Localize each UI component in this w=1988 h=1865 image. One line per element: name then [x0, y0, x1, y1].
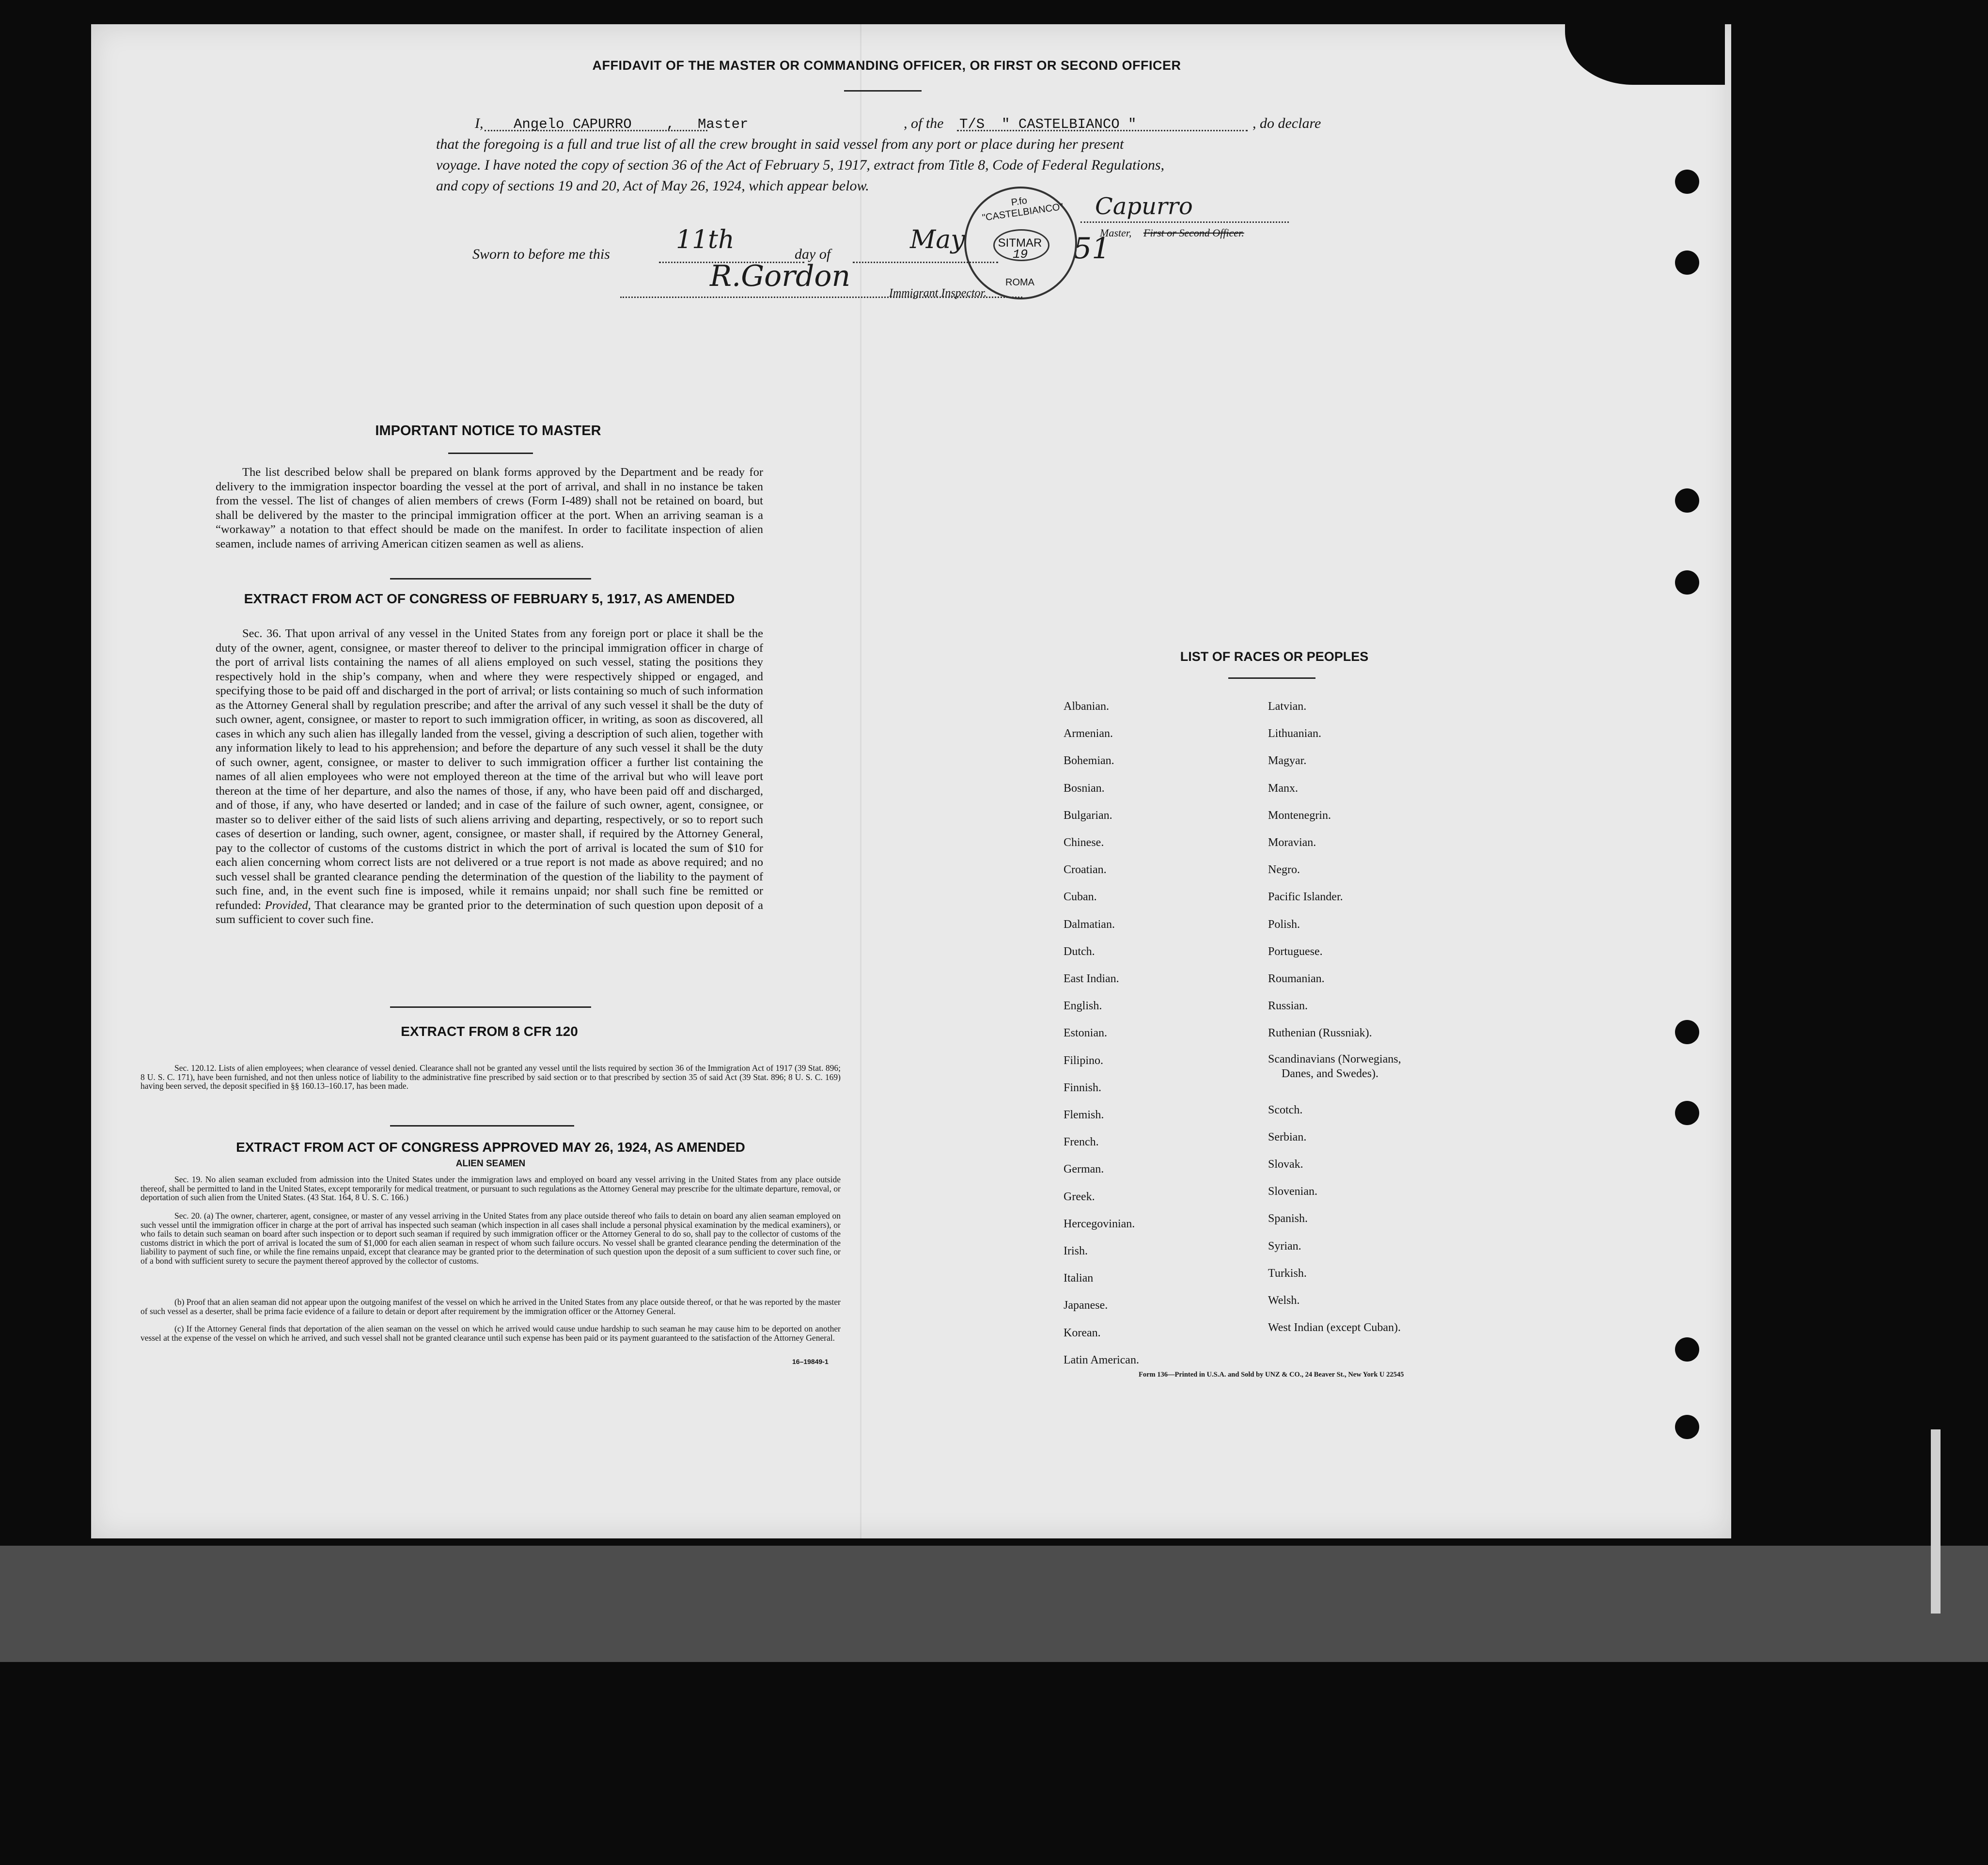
underlying-page-edge — [1931, 1429, 1941, 1614]
extract-cfr-body: Sec. 120.12. Lists of alien employees; when clearance of vessel denied. Clearance shall not be granted any vessel until the lists required by section 36 of the Immigration Act of 1917 (39 Stat. 896; 8 U. S. C. 171), have been furnished, and not then unless notice of liability to the administrative fine prescribed by said section or to that prescribed by section 35 of said Act (39 Stat. 896; 8 U. S. C. 169) having been served, the deposit specified in §§ 160.13–160.17, has been made. — [141, 1063, 841, 1091]
race-item: Croatian. — [1064, 863, 1107, 877]
sec20b-text: (b) Proof that an alien seaman did not appear upon the outgoing manifest of the vessel on which he arrived in the United States from any place outside thereof, or that he was reported by the master of such vessel as a deserter, shall be prima facie evidence of a failure to detain or deport after requirement by the immigration officer or the Attorney General. — [141, 1297, 841, 1316]
stamp-top-text: P.fo "CASTELBIANCO" — [981, 195, 1064, 223]
race-item: Lithuanian. — [1268, 727, 1321, 740]
extract-cfr-divider — [390, 1125, 574, 1127]
scandinavians-line-2: Danes, and Swedes). — [1282, 1067, 1378, 1080]
page-fold — [860, 24, 861, 1538]
race-item: Negro. — [1268, 863, 1300, 877]
damaged-corner — [1565, 0, 1725, 85]
race-item-scandinavians — [1268, 1047, 1401, 1097]
sec36-text-end: That clearance may be granted prior to the determination of such question upon deposit of a sum sufficient to cover such fine. — [216, 898, 763, 926]
form-code: 16–19849-1 — [792, 1358, 829, 1365]
first-second-officer-label: First or Second Officer. — [1143, 227, 1244, 239]
sworn-day: 11th — [676, 225, 735, 254]
race-item: Slovenian. — [1268, 1185, 1317, 1198]
race-item: French. — [1064, 1136, 1099, 1149]
extract-1917-body — [216, 627, 763, 927]
race-item: Spanish. — [1268, 1212, 1308, 1225]
races-right-column — [1268, 693, 1401, 1341]
sec20c-text: (c) If the Attorney General finds that deportation of the alien seaman on the vessel on which he arrived would cause undue hardship to such seaman he may cause him to be deported on another vessel at the expense of the vessel on which he arrived, and such vessel shall not be granted clearance until such expense has been paid or its payment guaranteed to the satisfaction of the Attorney General. — [141, 1324, 841, 1343]
role-comma: , — [666, 116, 675, 132]
races-rule — [1228, 677, 1315, 679]
race-item: Korean. — [1064, 1326, 1101, 1339]
race-item: Syrian. — [1268, 1239, 1301, 1253]
race-item: Latin American. — [1064, 1353, 1139, 1366]
extract-cfr-title: EXTRACT FROM 8 CFR 120 — [401, 1024, 578, 1039]
punch-hole — [1675, 251, 1699, 275]
affidavit-declaration — [436, 113, 1337, 196]
notice-body: The list described below shall be prepared on blank forms approved by the Department and be ready for delivery to the immigration inspector boarding the vessel at the port of arrival, and shall in no instance be taken from the vessel. The list of changes of alien members of crews (Form I-489) shall not be retained on board, but shall be delivered by the master to the principal immigration officer at the port. When an arriving seaman is a “workaway” a notation to that effect should be made on the manifest. In order to facilitate inspection of alien seamen, include names of arriving American citizen seamen as well as aliens. — [216, 466, 763, 550]
race-item: Dutch. — [1064, 945, 1095, 958]
sec19-text: Sec. 19. No alien seaman excluded from admission into the United States under the immigration laws and employed on board any vessel arriving in the United States from any place outside thereof, shall be permitted to land in the United States, except temporarily for medical treatment, or pursuant to such regulations as the Attorney General may prescribe for the ultimate departure, removal, or deportation of such alien from the United States. (43 Stat. 164, 8 U. S. C. 166.) — [141, 1175, 841, 1202]
races-title: LIST OF RACES OR PEOPLES — [1180, 649, 1369, 664]
scandinavians-line-1: Scandinavians (Norwegians, — [1268, 1052, 1401, 1066]
master-name: Angelo CAPURRO — [514, 116, 632, 132]
race-item: Albanian. — [1064, 700, 1109, 713]
race-item: Bulgarian. — [1064, 809, 1112, 822]
sec20a-text: Sec. 20. (a) The owner, charterer, agent, consignee, or master of any vessel arriving in the United States from any place outside thereof who fails to detain on board any alien seaman employed on such vessel until the immigration officer in charge at the port of arrival has inspected such seaman (which inspection in all cases shall include a personal physical examination by the medical examiners), or who fails to detain such seaman on board after such inspection or to deport such seaman if required by such immigration officer or the Attorney General to do so, shall pay to the collector of customs of the customs district in which the port of arrival is located the sum of $1,000 for each alien seaman in respect of whom such failure occurs. No vessel shall be granted clearance pending the determination of the liability to payment of such fine, or while the fine remains unpaid, except that clearance may be granted prior to the determination of such question upon the deposit of a sum sufficient to cover such fine, or of a bond with sufficient surety to secure the payment thereof approved by the collector of customs. — [141, 1211, 841, 1266]
race-item: English. — [1064, 1000, 1102, 1013]
race-item: West Indian (except Cuban). — [1268, 1321, 1401, 1334]
race-item: Cuban. — [1064, 891, 1097, 904]
race-item: Welsh. — [1268, 1294, 1300, 1307]
inspector-signature: R.Gordon — [710, 259, 851, 293]
punch-hole — [1675, 570, 1699, 595]
punch-hole — [1675, 170, 1699, 194]
vessel-name: T/S " CASTELBIANCO " — [959, 116, 1137, 132]
race-item: Ruthenian (Russniak). — [1268, 1027, 1372, 1040]
name-fill-line — [485, 130, 707, 131]
extract-1917-title: EXTRACT FROM ACT OF CONGRESS OF FEBRUARY 5, 1917, AS AMENDED — [244, 591, 735, 606]
inspector-label: Immigrant Inspector. — [889, 287, 987, 299]
declaration-line-2: that the foregoing is a full and true list of all the crew brought in said vessel from any port or place during her present — [436, 136, 1124, 152]
race-item: Chinese. — [1064, 836, 1104, 849]
race-item: Dalmatian. — [1064, 918, 1115, 931]
punch-hole — [1675, 488, 1699, 513]
master-signature-line — [1080, 221, 1289, 223]
declaration-line-4: and copy of sections 19 and 20, Act of May 26, 1924, which appear below. — [436, 178, 869, 194]
race-item: Hercegovinian. — [1064, 1217, 1135, 1230]
notice-divider — [390, 578, 591, 580]
punch-hole — [1675, 1020, 1699, 1044]
race-item: Pacific Islander. — [1268, 891, 1343, 904]
race-item: Filipino. — [1064, 1054, 1104, 1067]
race-item: Bosnian. — [1064, 782, 1105, 795]
master-role: Master — [698, 116, 749, 132]
race-item: Italian — [1064, 1272, 1094, 1285]
sworn-month: May — [910, 225, 965, 254]
race-item: Estonian. — [1064, 1027, 1107, 1040]
year-suffix: 51 — [1073, 232, 1111, 266]
punch-hole — [1675, 1415, 1699, 1439]
affidavit-title: AFFIDAVIT OF THE MASTER OR COMMANDING OFFICER, OR FIRST OR SECOND OFFICER — [592, 58, 1181, 73]
race-item: Magyar. — [1268, 754, 1307, 768]
race-item: Russian. — [1268, 1000, 1308, 1013]
master-label: Master, — [1100, 227, 1132, 239]
punch-hole — [1675, 1101, 1699, 1125]
race-item: Montenegrin. — [1268, 809, 1331, 822]
race-item: Irish. — [1064, 1245, 1088, 1258]
day-of-label: day of — [795, 246, 831, 262]
scan-background-strip — [0, 1546, 1988, 1662]
race-item: Finnish. — [1064, 1081, 1102, 1094]
of-the-label: , of the — [904, 115, 944, 131]
extract-1917-divider — [390, 1006, 591, 1008]
master-signature: Capurro — [1095, 193, 1193, 220]
sec36-text: That upon arrival of any vessel in the United States from any foreign port or place it shall be the duty of the owner, agent, consignee, or master thereof to deliver to the principal immigration officer in charge of the port of arrival lists containing the names of all aliens employed on such vessel, stating the positions they respectively hold in the ship’s company, when and where they were respectively shipped or engaged, and specifying those to be paid off and discharged in the port of arrival; or lists containing so much of such information as the Attorney General shall by regulation prescribe; and after the arrival of any such vessel it shall be the duty of such owner, agent, consignee, or master to report to such immigration officer, in writing, as soon as discovered, all cases in which any such alien has illegally landed from the vessel, giving a description of such alien, together with any information likely to lead to his apprehension; and before the departure of any such vessel it shall be the duty of such owner, agent, consignee, or master to deliver to such immigration officer a further list containing the names of all alien employees who were not employed thereon at the time of the arrival but who will leave port thereon at the time of her departure, and also the names of those, if any, who have been paid off and discharged, and of those, if any, who have deserted or landed; and in case of the failure of such owner, agent, consignee, or master so to deliver either of the said lists of such aliens arriving and departing, respectively, or so to report such cases of desertion or landing, such owner, agent, consignee, or master shall, if required by the Attorney General, pay to the collector of customs of the customs district in which the port of arrival is located the sum of $10 for each alien concerning whom correct lists are not delivered or a true report is not made as above required; and no such vessel shall be granted clearance pending the determination of the question of the liability to the payment of such fine, and, in the event such fine is imposed, while it remains unpaid; nor shall such fine be remitted or refunded: — [216, 627, 764, 912]
race-item: Portuguese. — [1268, 945, 1323, 958]
i-label: I, — [475, 115, 484, 131]
sec36-label: Sec. 36. — [242, 627, 282, 640]
punch-hole — [1675, 1337, 1699, 1362]
declaration-line-3: voyage. I have noted the copy of section 36 of the Act of February 5, 1917, extract from Title 8, Code of Federal Regulations, — [436, 157, 1165, 173]
race-item: East Indian. — [1064, 972, 1119, 986]
extract-1924-title: EXTRACT FROM ACT OF CONGRESS APPROVED MAY 26, 1924, AS AMENDED — [236, 1140, 745, 1155]
provided-label: Provided, — [265, 898, 311, 912]
race-item: Serbian. — [1268, 1130, 1307, 1144]
race-item: Polish. — [1268, 918, 1300, 931]
race-item: Armenian. — [1064, 727, 1113, 740]
race-item: Latvian. — [1268, 700, 1307, 713]
title-rule — [844, 90, 922, 92]
races-left-column — [1064, 693, 1139, 1374]
notice-title: IMPORTANT NOTICE TO MASTER — [375, 423, 601, 439]
vessel-fill-line — [957, 130, 1248, 131]
race-item: Moravian. — [1268, 836, 1316, 849]
race-item: German. — [1064, 1163, 1104, 1176]
notice-rule — [448, 453, 533, 454]
race-item: Flemish. — [1064, 1109, 1104, 1122]
stamp-bottom-text: ROMA — [1005, 277, 1034, 288]
do-declare-label: , do declare — [1252, 115, 1321, 131]
race-item: Bohemian. — [1064, 754, 1114, 768]
race-item: Slovak. — [1268, 1158, 1303, 1171]
form-print-line: Form 136—Printed in U.S.A. and Sold by UNZ & CO., 24 Beaver St., New York U 22545 — [1139, 1371, 1404, 1379]
year-prefix: 19 — [1013, 247, 1028, 262]
race-item: Turkish. — [1268, 1267, 1307, 1280]
sworn-prefix: Sworn to before me this — [472, 246, 610, 262]
stamp-center-text: SITMAR — [998, 236, 1042, 250]
race-item: Japanese. — [1064, 1299, 1108, 1312]
race-item: Greek. — [1064, 1190, 1095, 1203]
race-item: Roumanian. — [1268, 972, 1325, 986]
race-item: Scotch. — [1268, 1103, 1303, 1116]
race-item: Manx. — [1268, 782, 1298, 795]
extract-1924-subtitle: ALIEN SEAMEN — [455, 1159, 526, 1169]
